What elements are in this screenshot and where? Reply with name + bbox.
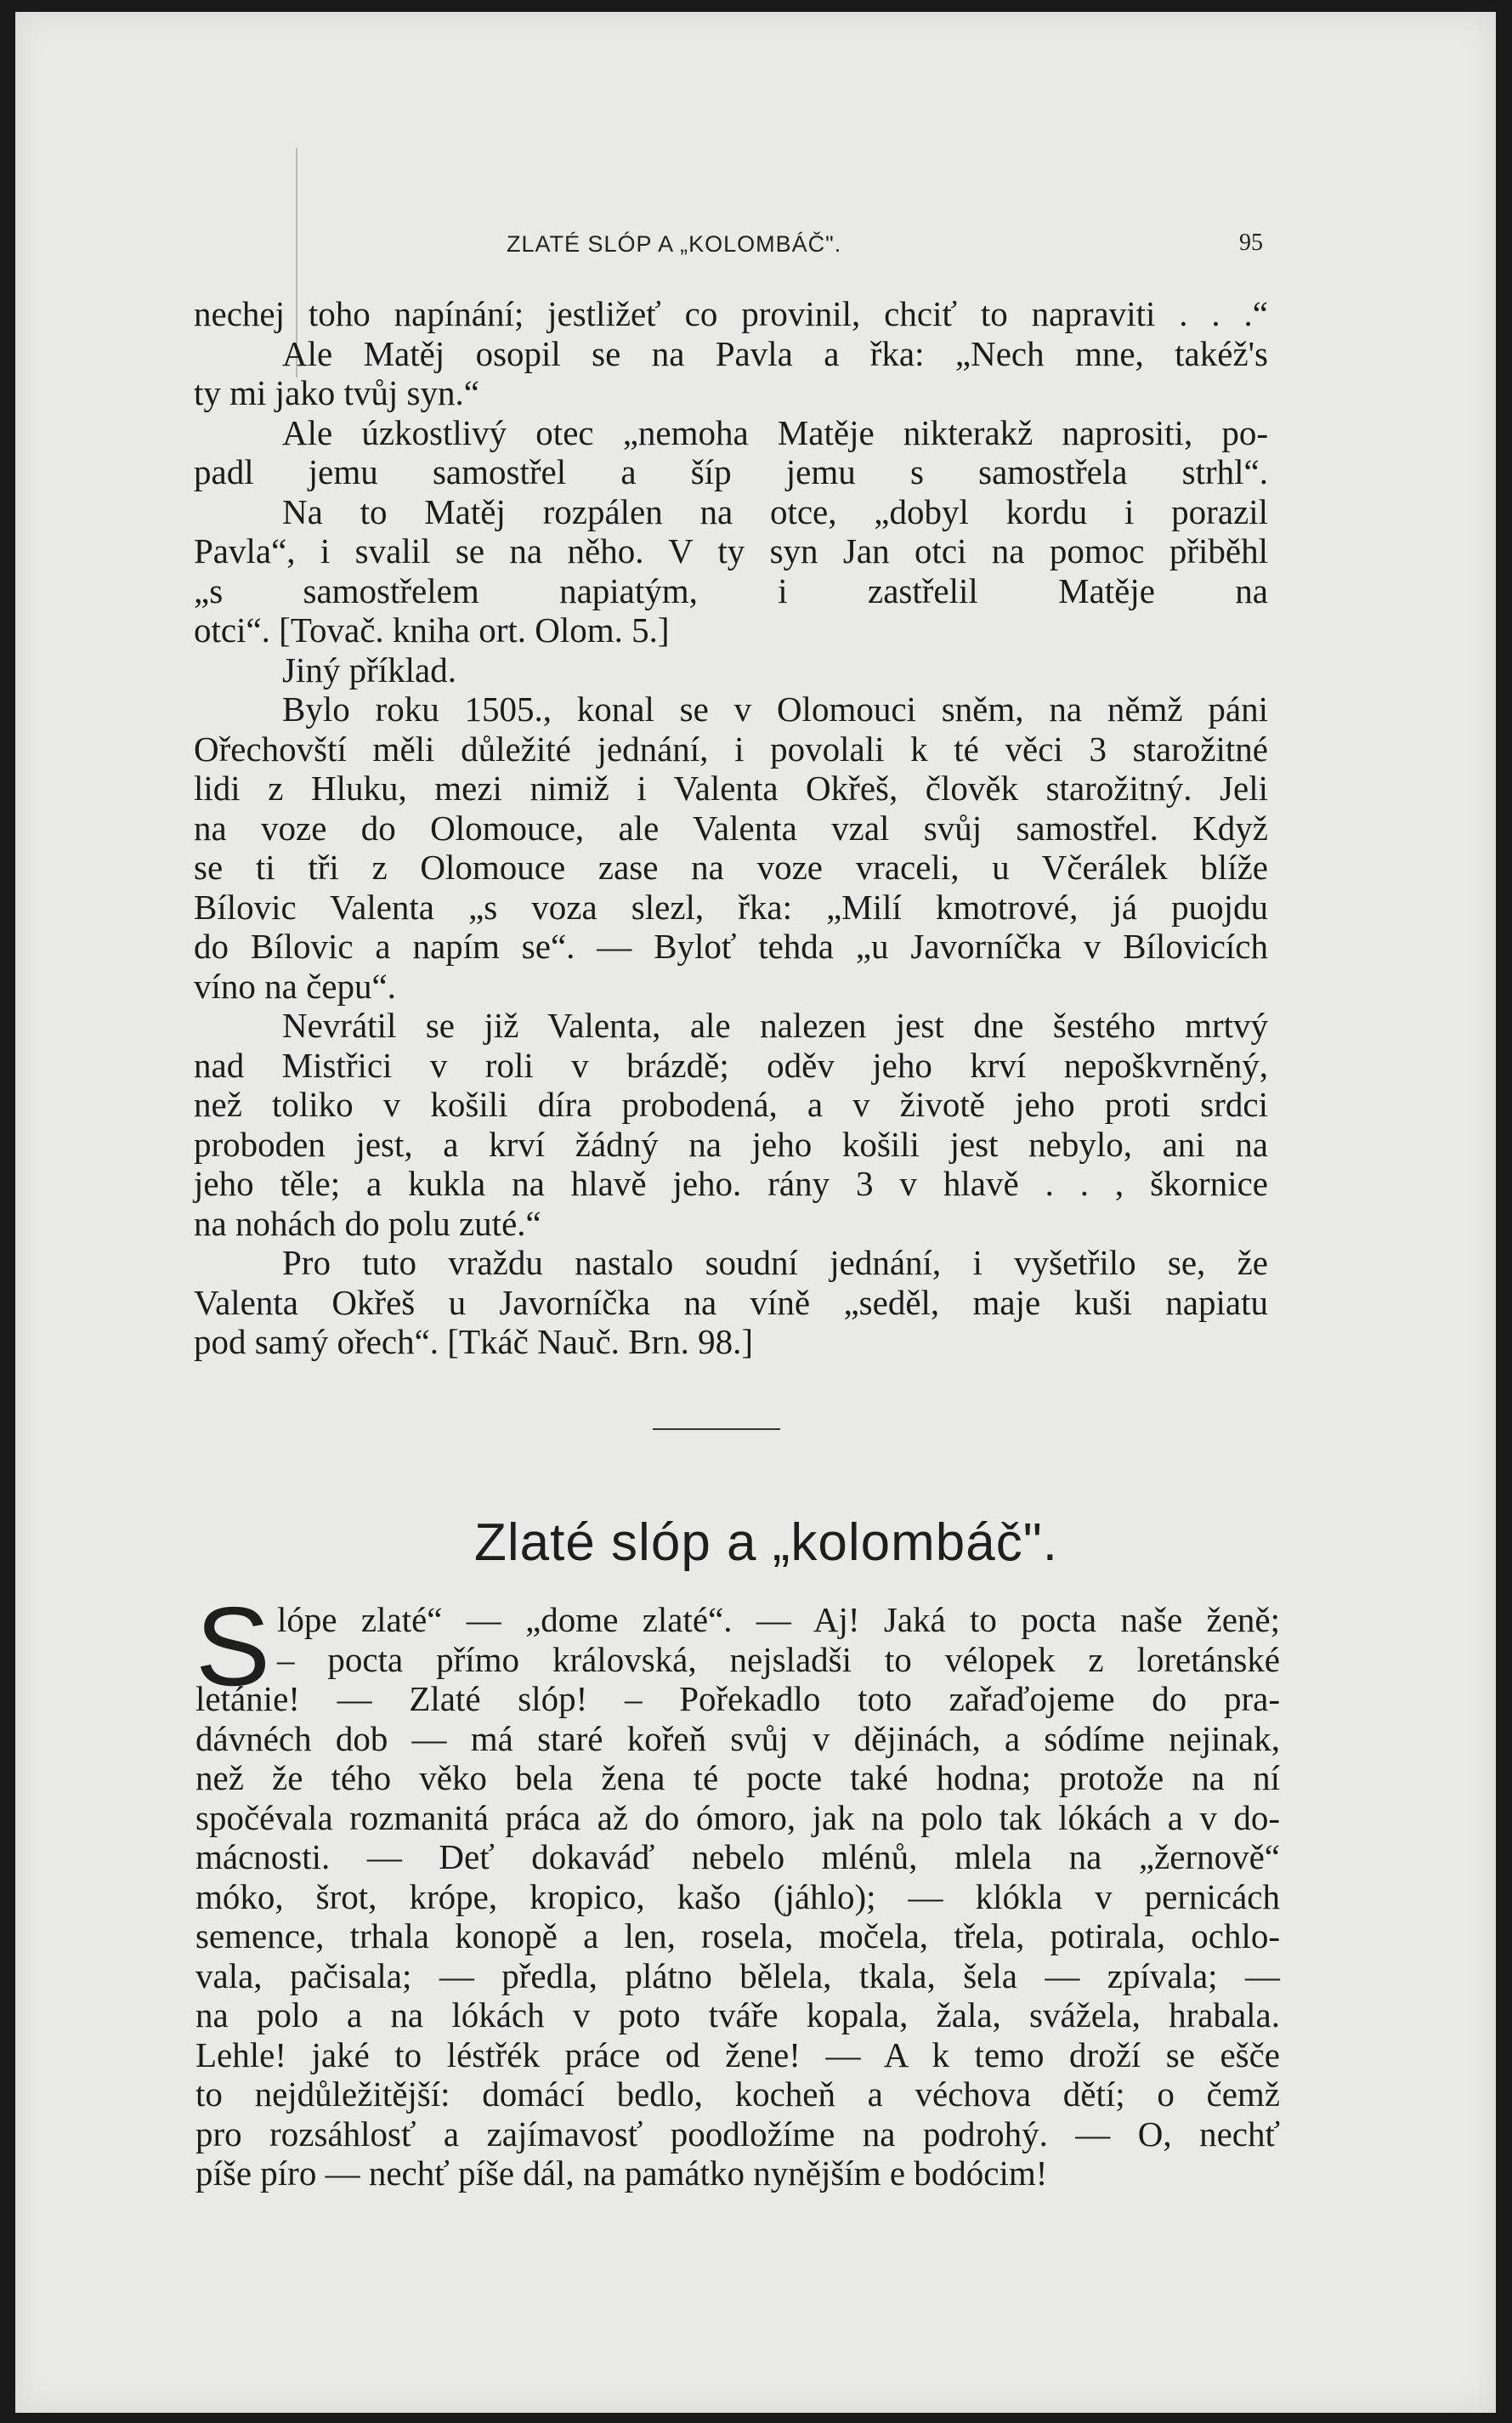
text-line: Nevrátil se již Valenta, ale nalezen jest dne šestého mrtvý (282, 1006, 1268, 1045)
text-line: Jiný příklad. (282, 650, 456, 689)
page-number: 95 (1239, 230, 1263, 256)
text-line: „s samostřelem napiatým, i zastřelil Matěje na (194, 570, 1268, 610)
text-line: vala, pačisala; — předla, plátno bělela, tkala, šela — zpívala; — (195, 1955, 1280, 1995)
text-line: Ale Matěj osopil se na Pavla a řka: „Nech mne, takéž's (282, 333, 1268, 373)
drop-cap: S (195, 1584, 271, 1709)
text-line: nechej toho napínání; jestližeť co provinil, chciť to napraviti . . .“ (194, 294, 1268, 333)
text-line: lópe zlaté“ — „dome zlaté“. — Aj! Jaká to pocta naše ženě; (277, 1600, 1280, 1639)
text-line: to nejdůležitější: domácí bedlo, kocheň a véchova dětí; o čemž (195, 2074, 1280, 2114)
text-line: Ale úzkostlivý otec „nemoha Matěje nikterakž naprositi, po- (282, 412, 1268, 452)
text-line: spočévala rozmanitá práca až do ómoro, jak na polo tak lókách a v do- (195, 1797, 1280, 1837)
section-title: Zlaté slóp a „kolombáč". (474, 1513, 1058, 1572)
text-line: píše píro — nechť píše dál, na památko nynějším e bodócim! (195, 2153, 1048, 2193)
text-line: než toliko v košili díra probodená, a v životě jeho proti srdci (194, 1085, 1268, 1124)
text-line: Pavla“, i svalil se na něho. V ty syn Jan otci na pomoc přiběhl (194, 531, 1268, 570)
text-line: pod samý ořech“. [Tkáč Nauč. Brn. 98.] (194, 1322, 754, 1361)
text-line: móko, šrot, krópe, kropico, kašo (jáhlo); — klókla v pernicách (195, 1876, 1280, 1916)
text-line: proboden jest, a krví žádný na jeho košili jest nebylo, ani na (194, 1124, 1268, 1164)
text-line: víno na čepu“. (194, 966, 396, 1006)
text-line: otci“. [Tovač. kniha ort. Olom. 5.] (194, 610, 670, 650)
section-text (195, 1584, 1280, 2193)
text-line: Ořechovští měli důležité jednání, i povolali k té věci 3 starožitné (194, 729, 1268, 769)
text-line: letánie! — Zlaté slóp! – Pořekadlo toto zařaďojeme do pra- (195, 1679, 1280, 1718)
text-line: Bílovic Valenta „s voza slezl, řka: „Milí kmotrové, já puojdu (194, 887, 1268, 927)
body-text (194, 294, 1268, 1362)
text-line: jeho těle; a kukla na hlavě jeho. rány 3 v hlavě . . , škornice (194, 1164, 1268, 1203)
text-line: dávnéch dob — má staré kořeň svůj v dějinách, a sódíme nejinak, (195, 1718, 1280, 1758)
text-line: Pro tuto vraždu nastalo soudní jednání, i vyšetřilo se, že (282, 1243, 1268, 1282)
text-line: mácnosti. — Deť dokaváď nebelo mlénů, mlela na „žernově“ (195, 1837, 1280, 1876)
text-line: semence, trhala konopě a len, rosela, močela, třela, potirala, ochlo- (195, 1916, 1280, 1955)
text-line: pro rozsáhlosť a zajímavosť poodložíme na podrohý. — O, nechť (195, 2114, 1280, 2153)
text-line: Bylo roku 1505., konal se v Olomouci sněm, na němž páni (282, 689, 1268, 729)
text-line: lidi z Hluku, mezi nimiž i Valenta Okřeš, člověk starožitný. Jeli (194, 769, 1268, 808)
running-head: ZLATÉ SLÓP A „KOLOMBÁČ". (507, 231, 842, 257)
text-line: na polo a na lókách v poto tváře kopala, žala, svážela, hrabala. (195, 1995, 1280, 2034)
text-line: Valenta Okřeš u Javorníčka na víně „seděl, maje kuši napiatu (194, 1282, 1268, 1322)
text-line: ty mi jako tvůj syn.“ (194, 373, 479, 412)
text-line: než že tého věko bela žena té pocte také hodna; protože na ní (195, 1758, 1280, 1797)
text-line: padl jemu samostřel a šíp jemu s samostřela strhl“. (194, 452, 1268, 491)
text-line: nad Mistřici v roli v brázdě; oděv jeho krví nepoškvrněný, (194, 1045, 1268, 1085)
text-line: – pocta přímo královská, nejsladši to vélopek z loretánské (277, 1639, 1280, 1679)
text-line: do Bílovic a napím se“. — Byloť tehda „u Javorníčka v Bílovicích (194, 927, 1268, 966)
text-line: se ti tři z Olomouce zase na voze vraceli, u Včerálek blíže (194, 848, 1268, 887)
text-line: Na to Matěj rozpálen na otce, „dobyl kordu i porazil (282, 491, 1268, 531)
text-line: na nohách do polu zuté.“ (194, 1203, 541, 1243)
section-separator (653, 1428, 780, 1430)
text-line: na voze do Olomouce, ale Valenta vzal svůj samostřel. Když (194, 808, 1268, 848)
text-line: Lehle! jaké to léstřék práce od žene! — A k temo droží se ešče (195, 2034, 1280, 2074)
book-page (15, 12, 1496, 2413)
